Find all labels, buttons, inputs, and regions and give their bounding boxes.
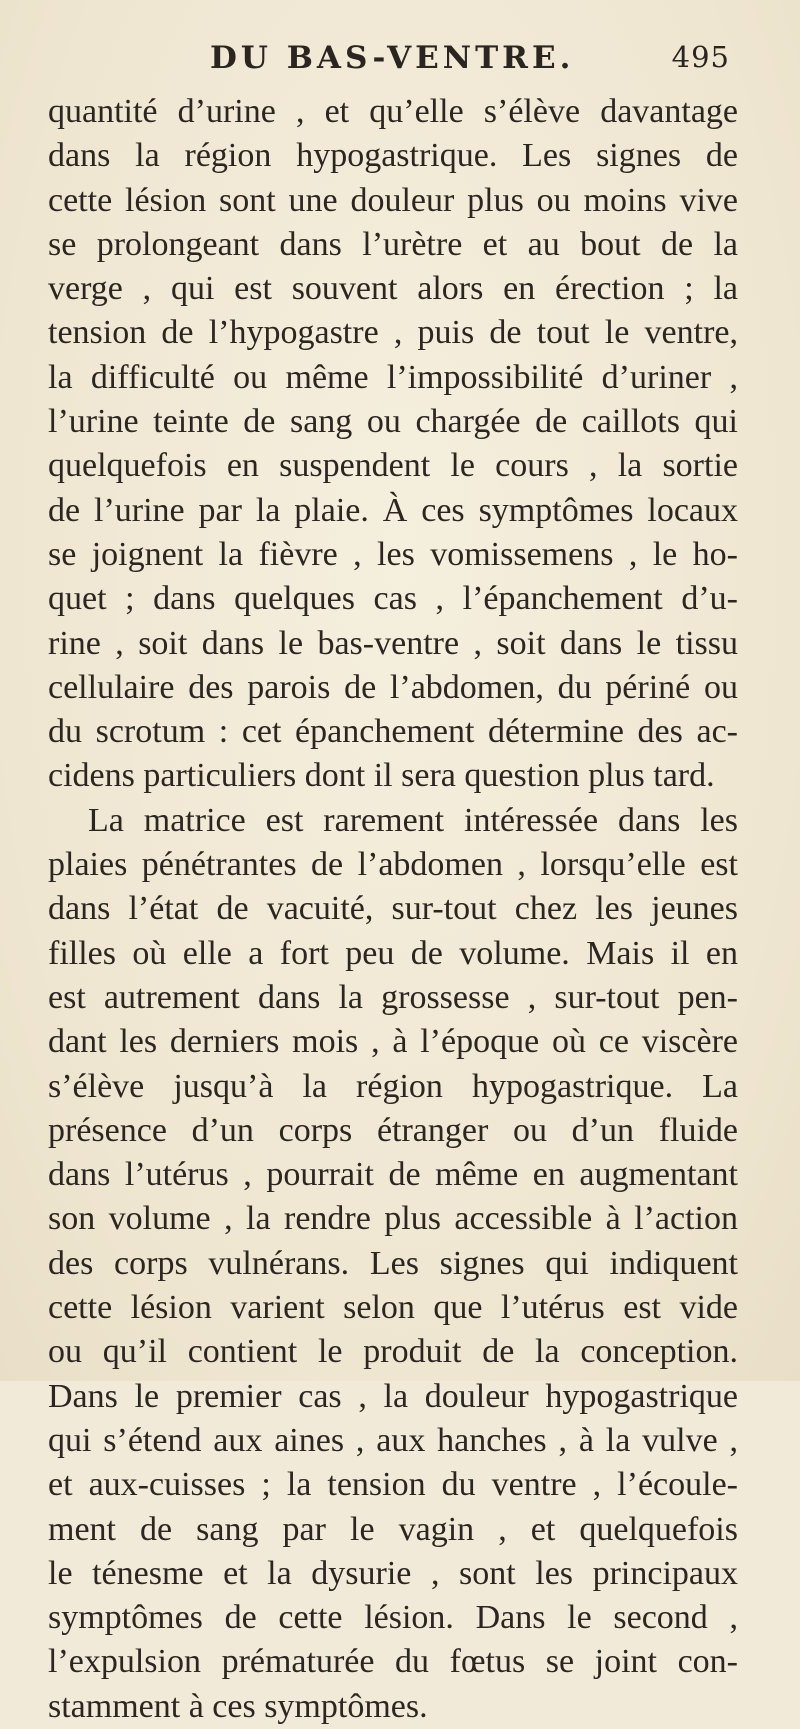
text-line: cette lésion varient selon que l’utérus est vide: [48, 1289, 738, 1327]
text-line: se joignent la fièvre , les vomissemens , le ho-: [48, 535, 738, 573]
text-line: cellulaire des parois de l’abdomen, du périné ou: [48, 668, 738, 706]
text-line: Dans le premier cas , la douleur hypogastrique: [48, 1377, 738, 1415]
text-line: cette lésion sont une douleur plus ou moins vive: [48, 181, 738, 219]
text-line: dans l’utérus , pourrait de même en augmentant: [48, 1156, 738, 1194]
text-line: plaies pénétrantes de l’abdomen , lorsqu’elle est: [48, 846, 738, 884]
text-line: cidens particuliers dont il sera question plus tard.: [48, 757, 715, 795]
text-line: du scrotum : cet épanchement détermine des ac-: [48, 713, 738, 751]
text-line: quet ; dans quelques cas , l’épanchement d’u-: [48, 580, 738, 618]
text-line: rine , soit dans le bas-ventre , soit dans le tissu: [48, 624, 738, 662]
text-line: qui s’étend aux aines , aux hanches , à la vulve ,: [48, 1421, 738, 1459]
text-line: quantité d’urine , et qu’elle s’élève davantage: [48, 93, 738, 130]
text-line: stamment à ces symptômes.: [48, 1687, 428, 1725]
text-line: filles où elle a fort peu de volume. Mais il en: [48, 934, 738, 972]
text-line: ou qu’il contient le produit de la conception.: [48, 1333, 738, 1371]
body-text: [48, 90, 738, 1729]
page-header: [210, 40, 730, 80]
text-line: tension de l’hypogastre , puis de tout le ventre,: [48, 314, 738, 352]
text-line: quelquefois en suspendent le cours , la sortie: [48, 447, 738, 485]
text-line: symptômes de cette lésion. Dans le second ,: [48, 1599, 738, 1637]
text-line: et aux-cuisses ; la tension du ventre , l’écoule-: [48, 1466, 738, 1504]
text-line: dant les derniers mois , à l’époque où ce viscère: [48, 1023, 738, 1061]
text-line: de l’urine par la plaie. À ces symptômes locaux: [48, 491, 738, 529]
text-line: présence d’un corps étranger ou d’un fluide: [48, 1111, 738, 1149]
text-line: l’urine teinte de sang ou chargée de caillots qui: [48, 403, 738, 441]
text-line: se prolongeant dans l’urètre et au bout de la: [48, 225, 738, 263]
text-line: s’élève jusqu’à la région hypogastrique. La: [48, 1067, 738, 1105]
text-line: le ténesme et la dysurie , sont les principaux: [48, 1554, 738, 1592]
text-line: est autrement dans la grossesse , sur-tout pen-: [48, 978, 738, 1016]
running-title: DU BAS-VENTRE.: [210, 40, 575, 76]
text-line: l’expulsion prématurée du fœtus se joint con-: [48, 1643, 738, 1681]
page-number: 495: [671, 40, 730, 74]
text-line: verge , qui est souvent alors en érection ; la: [48, 270, 738, 308]
text-line: des corps vulnérans. Les signes qui indiquent: [48, 1244, 738, 1282]
text-line: La matrice est rarement intéressée dans les: [88, 801, 738, 839]
text-line: son volume , la rendre plus accessible à l’action: [48, 1200, 738, 1238]
text-line: la difficulté ou même l’impossibilité d’uriner ,: [48, 358, 738, 396]
text-line: ment de sang par le vagin , et quelquefois: [48, 1510, 738, 1548]
text-line: dans la région hypogastrique. Les signes de: [48, 137, 738, 175]
text-line: dans l’état de vacuité, sur-tout chez les jeunes: [48, 890, 738, 928]
